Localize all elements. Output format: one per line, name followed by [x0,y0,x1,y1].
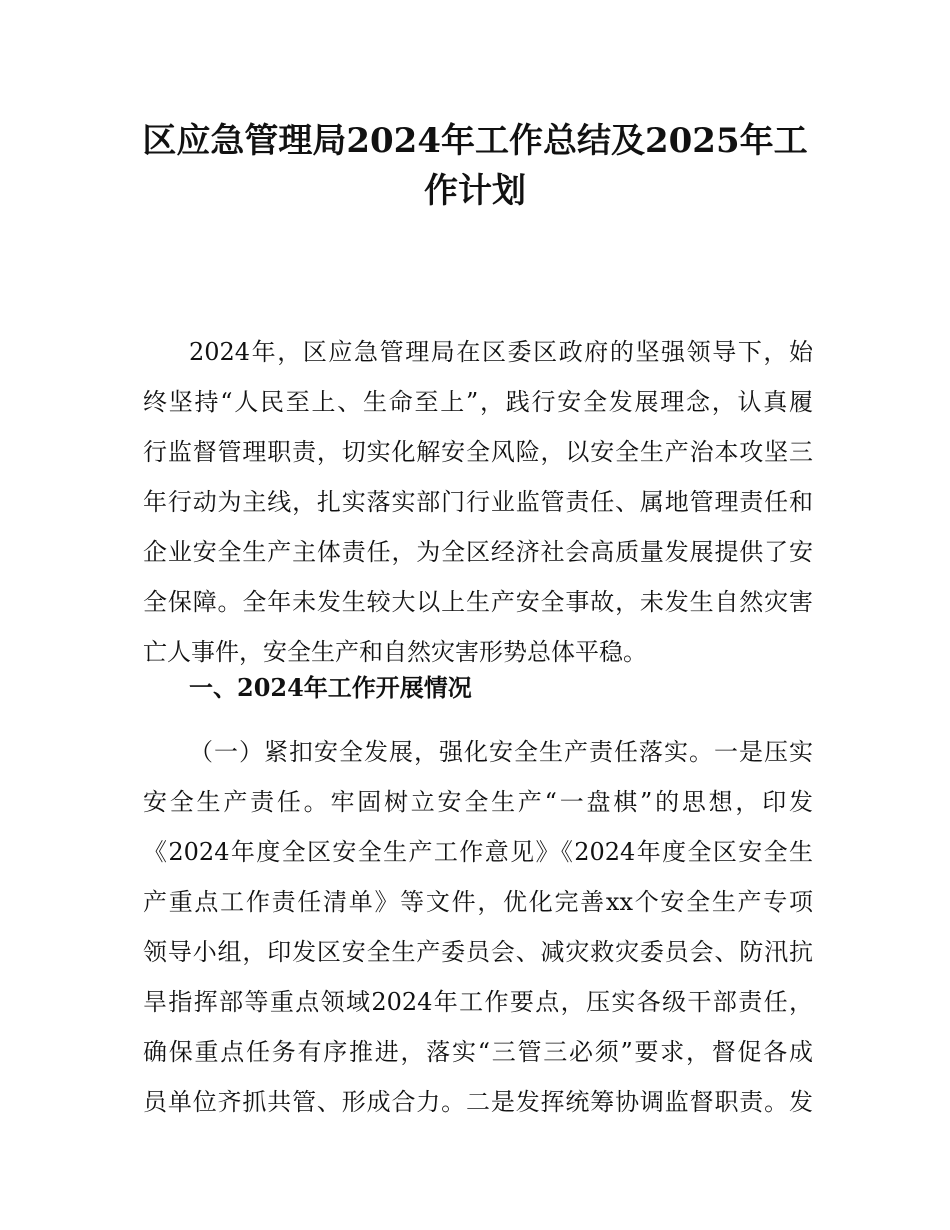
text-line: 企业安全生产主体责任，为全区经济社会高质量发展提供了安 [143,538,813,566]
intro-paragraph [143,327,813,677]
text-line: 2024年，区应急管理局在区委区政府的坚强领导下，始 [189,338,813,366]
text-line: 行监督管理职责，切实化解安全风险，以安全生产治本攻坚三 [143,438,813,466]
text-line: 亡人事件，安全生产和自然灾害形势总体平稳。 [143,638,647,666]
text-line: 年行动为主线，扎实落实部门行业监管责任、属地管理责任和 [143,488,813,516]
text-line: 旱指挥部等重点领域2024年工作要点，压实各级干部责任， [143,988,813,1016]
document-title-line-2: 作计划 [424,171,526,211]
text-line: 产重点工作责任清单》等文件，优化完善xx个安全生产专项 [143,888,813,916]
document-title-line-1: 区应急管理局2024年工作总结及2025年工 [142,121,808,161]
text-line: 安全生产责任。牢固树立安全生产“一盘棋”的思想，印发 [143,788,813,816]
section-paragraph [143,727,813,1127]
text-line: （一）紧扣安全发展，强化安全生产责任落实。一是压实 [189,738,813,766]
text-line: 《2024年度全区安全生产工作意见》《2024年度全区安全生 [143,838,813,866]
text-line: 员单位齐抓共管、形成合力。二是发挥统筹协调监督职责。发 [143,1088,813,1116]
text-line: 确保重点任务有序推进，落实“三管三必须”要求，督促各成 [143,1038,813,1066]
text-line: 终坚持“人民至上、生命至上”，践行安全发展理念，认真履 [143,388,813,416]
text-line: 领导小组，印发区安全生产委员会、减灾救灾委员会、防汛抗 [143,938,813,966]
text-line: 全保障。全年未发生较大以上生产安全事故，未发生自然灾害 [143,588,813,616]
section-heading: 一、2024年工作开展情况 [189,673,472,702]
